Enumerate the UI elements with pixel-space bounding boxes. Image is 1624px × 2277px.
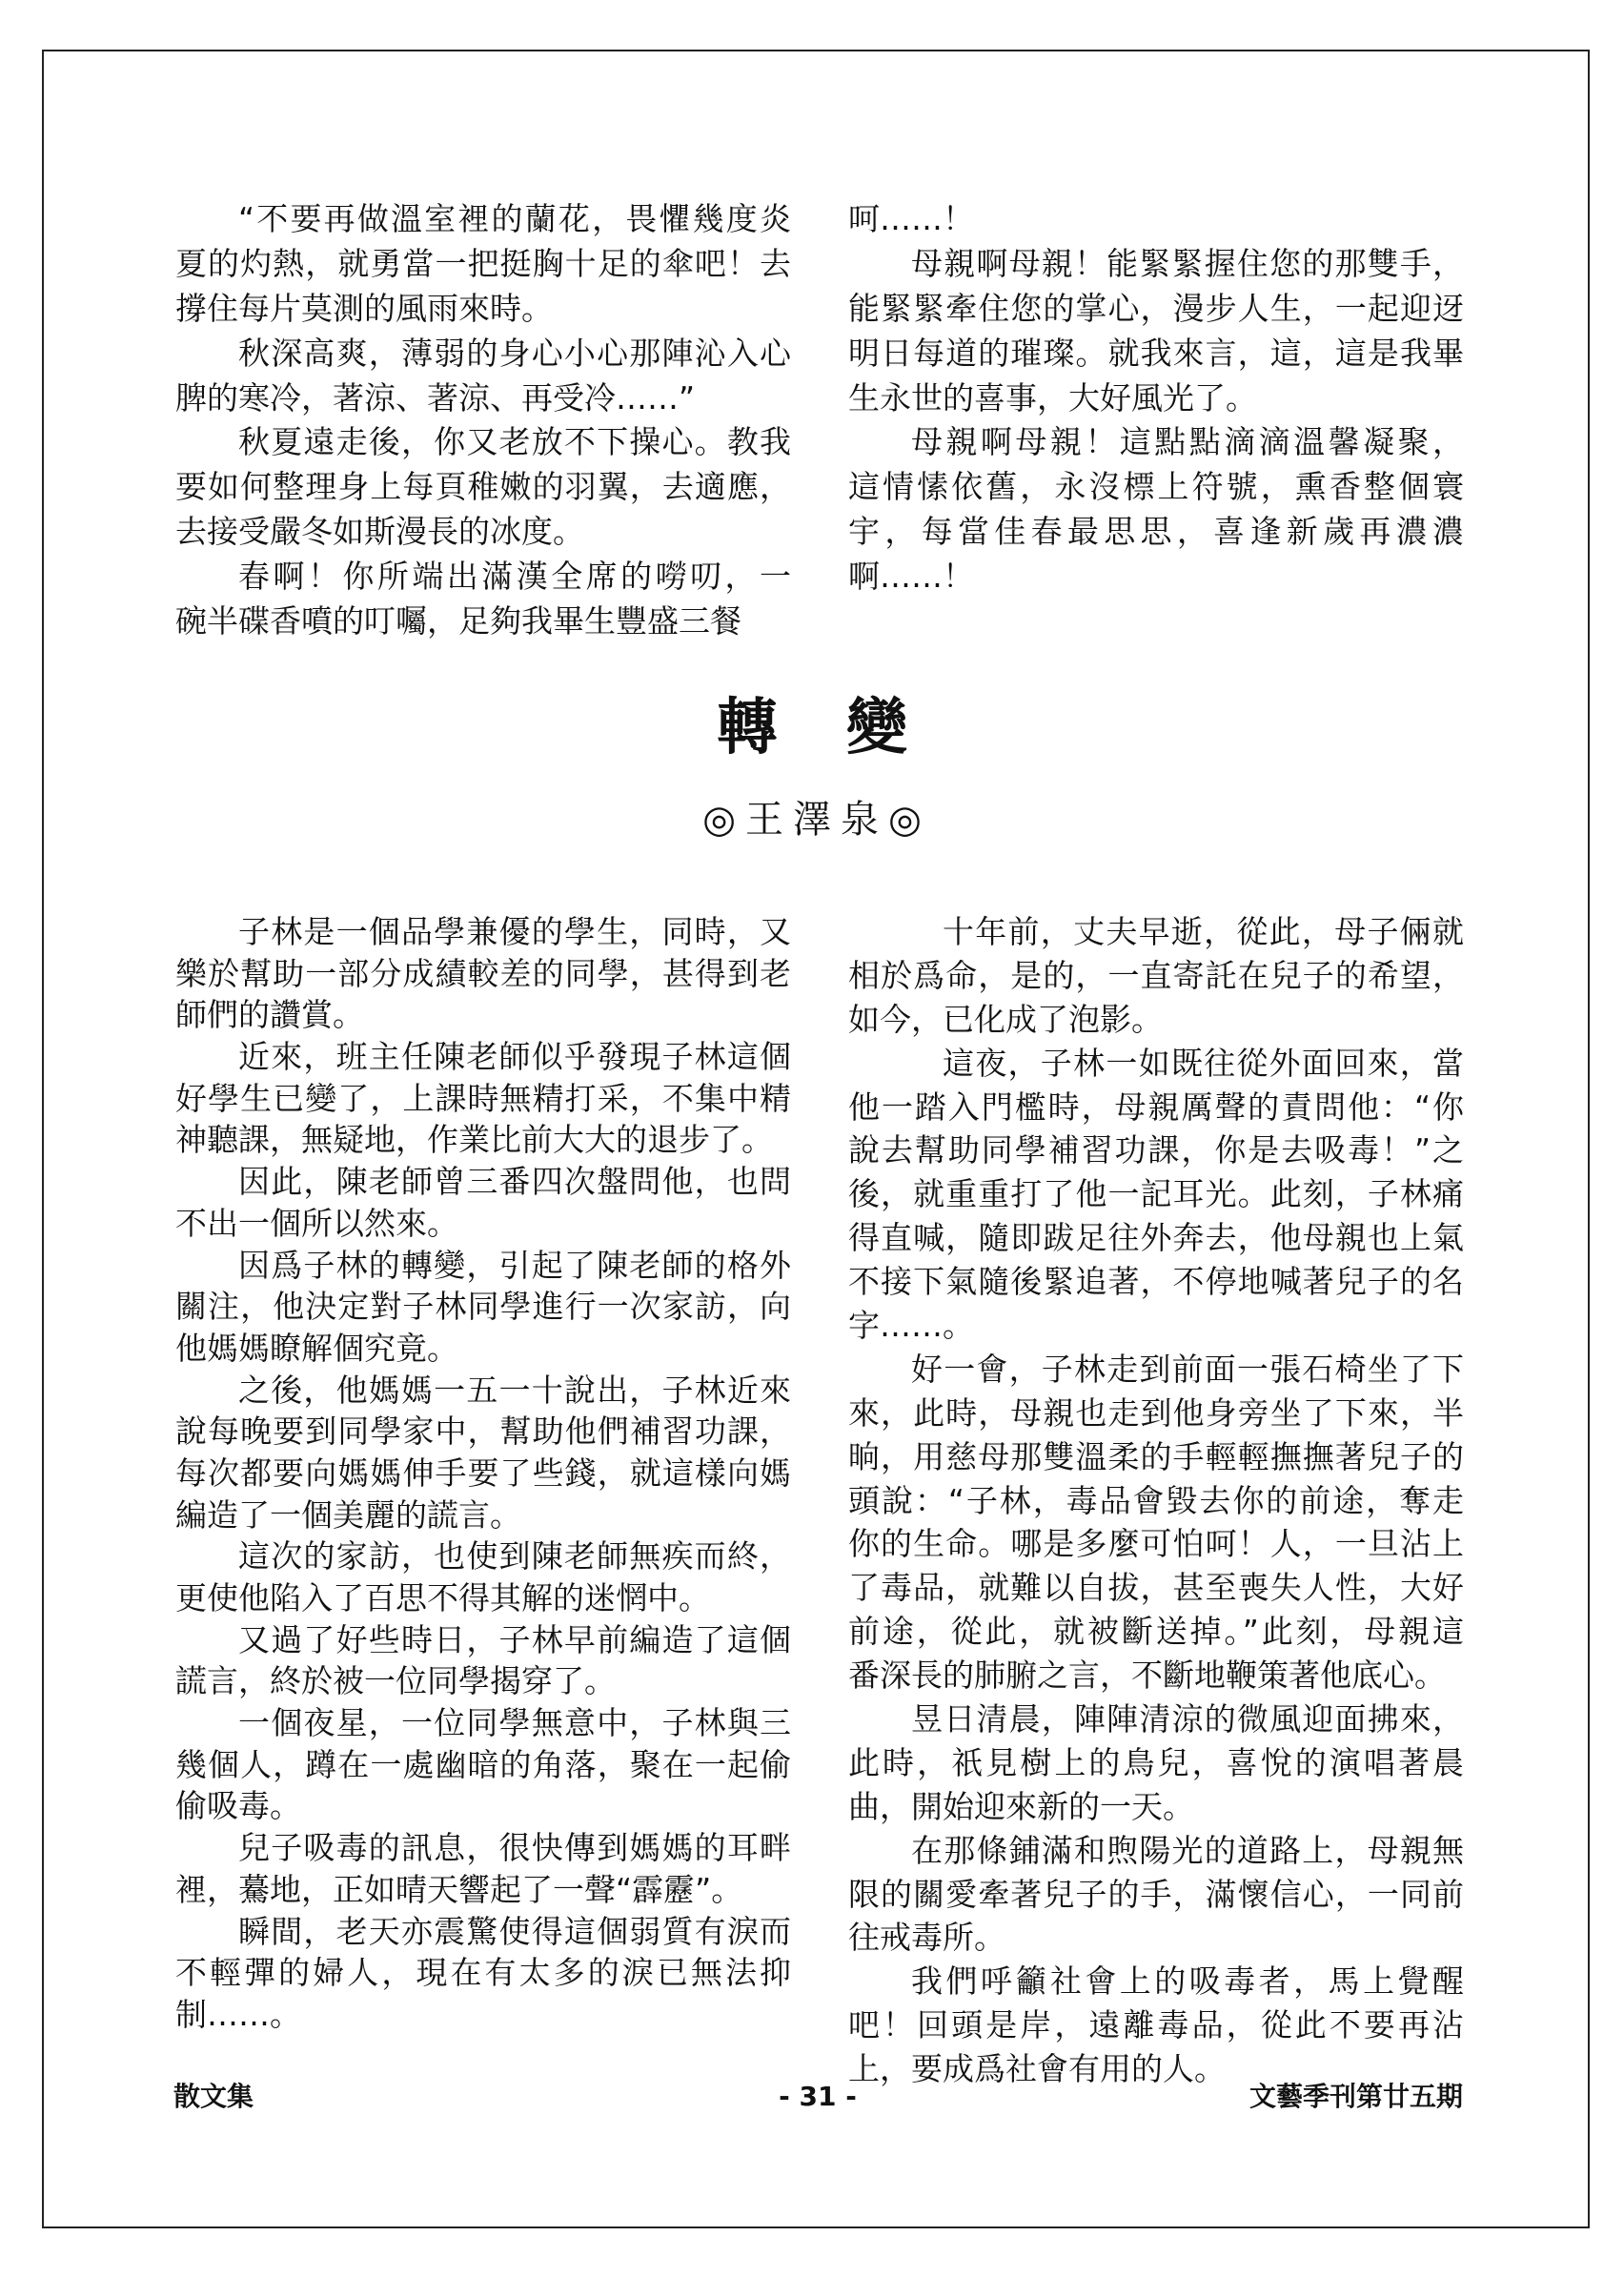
text-line: 母親啊母親！能緊緊握住您的那雙手， <box>911 244 1464 282</box>
text-line: 不出一個所以然來。 <box>175 1204 458 1242</box>
text-line: 之後，他媽媽一五一十說出，子林近來 <box>238 1371 791 1409</box>
text-line: 得直喊，隨即跋足往外奔去，他母親也上氣 <box>848 1219 1464 1257</box>
text-line: 這情愫依舊，永沒標上符號，熏香整個寰 <box>848 468 1464 506</box>
text-line: 生永世的喜事，大好風光了。 <box>848 378 1257 417</box>
text-line: 更使他陷入了百思不得其解的迷惘中。 <box>175 1579 710 1616</box>
text-line: 好學生已變了，上課時無精打采，不集中精 <box>175 1079 791 1117</box>
text-line: 一個夜星，一位同學無意中，子林與三 <box>238 1704 791 1742</box>
text-line: 夏的灼熱，就勇當一把挺胸十足的傘吧！去 <box>175 244 791 282</box>
article-right-column <box>848 910 1464 2091</box>
paragraph <box>848 1042 1464 1348</box>
text-line: 謊言，終於被一位同學揭穿了。 <box>175 1662 616 1700</box>
paragraph <box>175 332 791 421</box>
text-line: 在那條鋪滿和煦陽光的道路上，母親無 <box>911 1831 1464 1869</box>
paragraph <box>175 1827 791 1910</box>
paragraph <box>175 1370 791 1536</box>
text-line: 啊……！ <box>848 558 974 596</box>
text-line: 說每晚要到同學家中，幫助他們補習功課， <box>175 1413 791 1451</box>
text-line: 因爲子林的轉變，引起了陳老師的格外 <box>238 1246 791 1284</box>
paragraph <box>175 197 791 332</box>
text-line: 師們的讚賞。 <box>175 996 364 1034</box>
text-line: 近來，班主任陳老師似乎發現子林這個 <box>238 1038 791 1076</box>
text-line: 幾個人，蹲在一處幽暗的角落，聚在一起偷 <box>175 1745 791 1783</box>
previous-article-left-column <box>175 197 791 644</box>
paragraph <box>848 242 1464 421</box>
text-line: 他媽媽瞭解個究竟。 <box>175 1329 458 1367</box>
text-line: 你的生命。哪是多麼可怕呵！人，一旦沾上 <box>848 1525 1464 1563</box>
paragraph <box>175 911 791 1036</box>
text-line: 吧！回頭是岸，遠離毒品，從此不要再沾 <box>848 2006 1464 2044</box>
text-line: 不接下氣隨後緊追著，不停地喊著兒子的名 <box>848 1263 1464 1301</box>
text-line: 晌，用慈母那雙溫柔的手輕輕撫撫著兒子的 <box>848 1437 1464 1475</box>
text-line: 制……。 <box>175 1995 301 2033</box>
text-line: 後，就重重打了他一記耳光。此刻，子林痛 <box>848 1175 1464 1213</box>
text-line: 去接受嚴冬如斯漫長的冰度。 <box>175 513 584 551</box>
text-line: 番深長的肺腑之言，不斷地鞭策著他底心。 <box>848 1657 1446 1695</box>
text-line: 來，此時，母親也走到他身旁坐了下來，半 <box>848 1393 1464 1432</box>
paragraph <box>175 1245 791 1370</box>
text-line: 這次的家訪，也使到陳老師無疾而終， <box>238 1537 791 1576</box>
paragraph <box>848 1698 1464 1829</box>
text-line: 此時，祇見樹上的鳥兒，喜悅的演唱著晨 <box>848 1743 1464 1781</box>
paragraph <box>175 420 791 555</box>
text-line: 了毒品，就難以自拔，甚至喪失人性，大好 <box>848 1569 1464 1607</box>
text-line: 關注，他決定對子林同學進行一次家訪，向 <box>175 1288 791 1326</box>
text-line: 明日每道的璀璨。就我來言，這，這是我畢 <box>848 334 1464 372</box>
text-line: 碗半碟香噴的叮囑，足夠我畢生豐盛三餐 <box>175 602 741 640</box>
text-line: 每次都要向媽媽伸手要了些錢，就這樣向媽 <box>175 1454 791 1492</box>
text-line: 脾的寒冷，著涼、著涼、再受冷……” <box>175 378 696 417</box>
text-line: 昱日清晨，陣陣清涼的微風迎面拂來， <box>911 1700 1464 1738</box>
text-line: 限的關愛牽著兒子的手，滿懷信心，一同前 <box>848 1875 1464 1913</box>
paragraph <box>848 197 1464 242</box>
text-line: 能緊緊牽住您的掌心，漫步人生，一起迎迓 <box>848 289 1464 327</box>
text-line: 偷吸毒。 <box>175 1787 301 1825</box>
text-line: 十年前，丈夫早逝，從此，母子倆就 <box>943 913 1464 950</box>
text-line: 因此，陳老師曾三番四次盤問他，也問 <box>238 1163 791 1201</box>
text-line: 呵……！ <box>848 200 974 237</box>
text-line: 樂於幫助一部分成績較差的同學，甚得到老 <box>175 954 791 992</box>
paragraph <box>848 1348 1464 1698</box>
text-line: 曲，開始迎來新的一天。 <box>848 1787 1194 1825</box>
text-line: 說去幫助同學補習功課，你是去吸毒！”之 <box>848 1131 1464 1169</box>
article-author: ◎王澤泉◎ <box>702 798 931 842</box>
text-line: 宇，每當佳春最思思，喜逢新歲再濃濃 <box>848 513 1464 551</box>
text-line: 編造了一個美麗的謊言。 <box>175 1495 521 1534</box>
text-line: 好一會，子林走到前面一張石椅坐了下 <box>911 1350 1464 1388</box>
article-left-column <box>175 911 791 2036</box>
text-line: 母親啊母親！這點點滴滴溫馨凝聚， <box>911 423 1464 461</box>
text-line: 這夜，子林一如既往從外面回來，當 <box>943 1044 1464 1082</box>
paragraph <box>848 420 1464 600</box>
page-number: - 31 - <box>779 2081 857 2112</box>
paragraph <box>175 555 791 644</box>
text-line: 上，要成爲社會有用的人。 <box>848 2050 1226 2088</box>
article-title: 轉變 <box>717 693 976 763</box>
text-line: 他一踏入門檻時，母親厲聲的責問他：“你 <box>848 1088 1464 1126</box>
paragraph <box>175 1619 791 1702</box>
text-line: 裡，驀地，正如晴天響起了一聲“霹靂”。 <box>175 1870 743 1908</box>
text-line: 瞬間，老天亦震驚使得這個弱質有淚而 <box>238 1912 791 1950</box>
text-line: 頭說：“子林，毒品會毀去你的前途，奪走 <box>848 1481 1464 1519</box>
text-line: 秋夏遠走後，你又老放不下操心。教我 <box>238 423 791 461</box>
text-line: 如今，已化成了泡影。 <box>848 1000 1163 1038</box>
previous-article-right-column <box>848 197 1464 600</box>
text-line: 字……。 <box>848 1307 974 1345</box>
footer-section-name: 散文集 <box>173 2081 254 2112</box>
text-line: 兒子吸毒的訊息，很快傳到媽媽的耳畔 <box>238 1829 791 1867</box>
footer-publication-name: 文藝季刊第廿五期 <box>1248 2081 1463 2112</box>
text-line: 又過了好些時日，子林早前編造了這個 <box>238 1620 791 1658</box>
paragraph <box>175 1036 791 1161</box>
paragraph <box>175 1535 791 1618</box>
paragraph <box>175 1911 791 2036</box>
text-line: 要如何整理身上每頁稚嫩的羽翼，去適應， <box>175 468 791 506</box>
text-line: 相於爲命，是的，一直寄託在兒子的希望， <box>848 956 1464 994</box>
text-line: 子林是一個品學兼優的學生，同時，又 <box>238 913 791 950</box>
text-line: 往戒毒所。 <box>848 1919 1005 1957</box>
paragraph <box>848 1829 1464 1961</box>
text-line: 前途，從此，就被斷送掉。”此刻，母親這 <box>848 1613 1464 1651</box>
paragraph <box>848 910 1464 1042</box>
text-line: 神聽課，無疑地，作業比前大大的退步了。 <box>175 1121 773 1159</box>
paragraph <box>175 1702 791 1827</box>
paragraph <box>848 1960 1464 2091</box>
text-line: 春啊！你所端出滿漢全席的嘮叨，一 <box>238 558 791 596</box>
text-line: 撐住每片莫測的風雨來時。 <box>175 289 553 327</box>
paragraph <box>175 1161 791 1244</box>
text-line: “不要再做溫室裡的蘭花，畏懼幾度炎 <box>238 200 791 237</box>
text-line: 秋深高爽，薄弱的身心小心那陣沁入心 <box>238 334 791 372</box>
text-line: 不輕彈的婦人，現在有太多的淚已無法抑 <box>175 1954 791 1992</box>
text-line: 我們呼籲社會上的吸毒者，馬上覺醒 <box>911 1962 1464 2001</box>
